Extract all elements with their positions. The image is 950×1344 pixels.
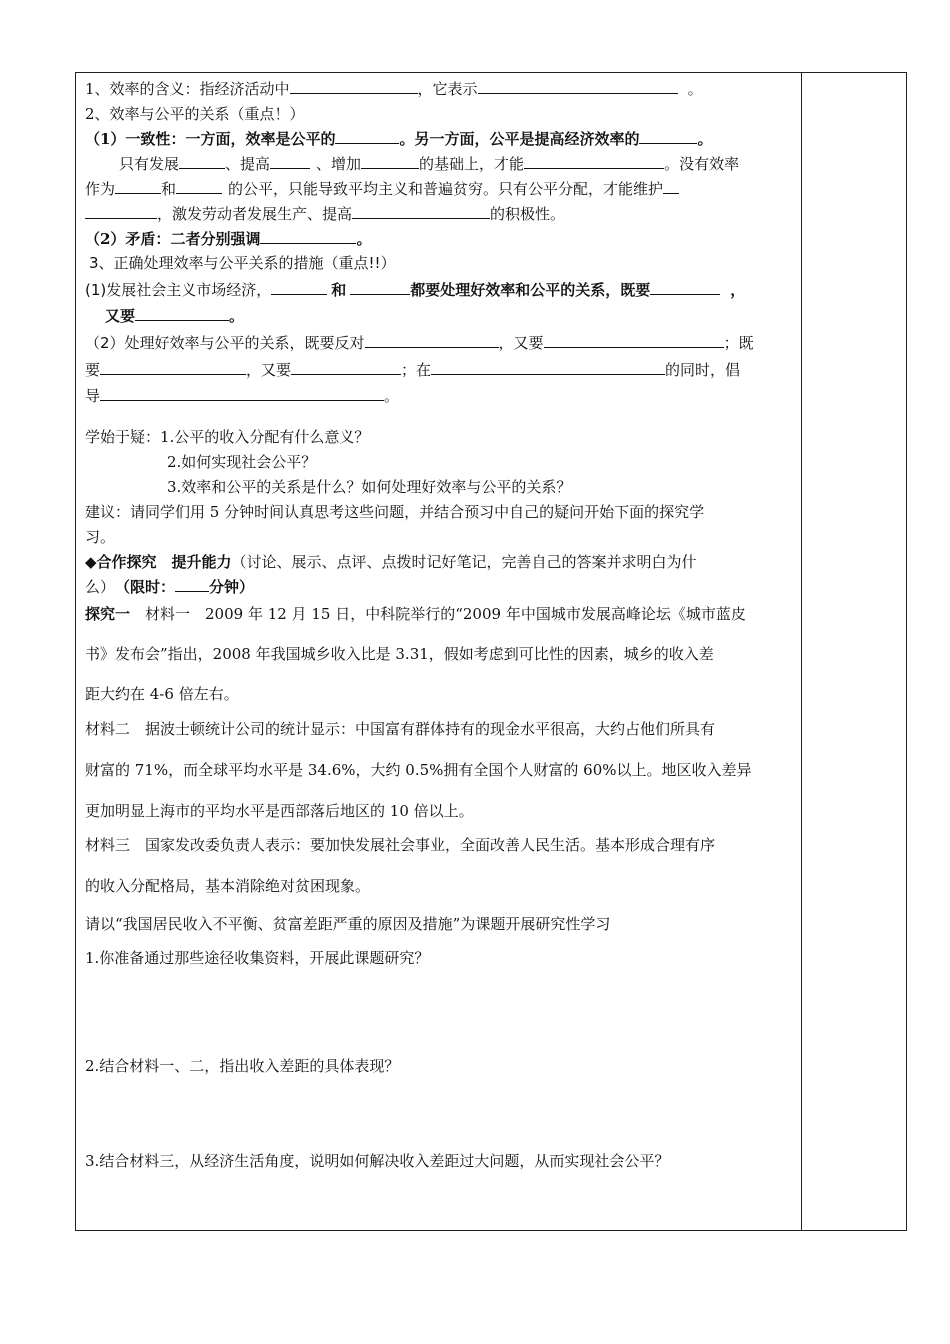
cooperative-inquiry-desc-2: 么） <box>85 578 123 596</box>
notes-column-divider <box>801 72 802 1231</box>
no-efficiency-line <box>85 179 679 199</box>
blank-field[interactable] <box>335 129 399 144</box>
section-3-title: 3、正确处理效率与公平关系的措施（重点!!） <box>89 254 396 272</box>
material-1-line-3: 距大约在 4-6 倍左右。 <box>85 685 239 703</box>
blank-field[interactable] <box>179 154 225 169</box>
research-task: 请以“我国居民收入不平衡、贫富差距严重的原因及措施”为课题开展研究性学习 <box>85 915 611 933</box>
development-text: 只有发展 <box>119 155 180 173</box>
explore-one-label: 探究一 <box>85 605 131 623</box>
handle-relation-line-2 <box>85 360 740 380</box>
time-limit-label: （限时： <box>122 578 176 596</box>
material-1-text: 材料一 2009 年 12 月 15 日，中科院举行的“2009 年中国城市发展高峰论坛《城市蓝皮 <box>130 605 746 623</box>
material-3-line-1: 材料三 国家发改委负责人表示：要加快发展社会事业，全面改善人民生活。基本形成合理有序 <box>85 836 716 854</box>
material-1-line-1 <box>85 604 746 624</box>
contradiction-line <box>85 229 371 249</box>
efficiency-definition-end: 。 <box>687 80 703 98</box>
stimulate-text: ，激发劳动者发展生产、提高 <box>157 205 353 223</box>
handle-relation-text-7: 的同时，倡 <box>665 361 741 379</box>
blank-field[interactable] <box>524 154 664 169</box>
cooperative-inquiry-desc: （讨论、展示、点评、点拨时记好笔记，完善自己的答案并求明白为什 <box>231 553 697 571</box>
blank-field[interactable] <box>270 154 310 169</box>
blank-field[interactable] <box>135 306 229 321</box>
blank-field[interactable] <box>100 386 384 401</box>
suggestion-line-1: 建议：请同学们用 5 分钟时间认真思考这些问题，并结合预习中自己的疑问开始下面的探究学 <box>85 503 705 521</box>
material-2-line-1: 材料二 据波士顿统计公司的统计显示：中国富有群体持有的现金水平很高，大约占他们所具有 <box>85 720 716 738</box>
stimulate-line <box>85 204 565 224</box>
market-economy-and: 和 <box>331 281 347 299</box>
market-economy-line-2 <box>105 306 244 326</box>
doubt-question-3: 3.效率和公平的关系是什么？如何处理好效率与公平的关系？ <box>167 478 572 496</box>
development-text-3: 、增加 <box>316 155 362 173</box>
blank-field[interactable] <box>260 229 356 244</box>
handle-relation-text: （2）处理好效率与公平的关系，既要反对 <box>85 334 365 352</box>
blank-field[interactable] <box>176 179 222 194</box>
no-efficiency-text: 作为 <box>85 180 116 198</box>
handle-relation-text-2: ，又要 <box>498 334 544 352</box>
material-1-line-2: 书》发布会”指出，2008 年我国城乡收入比是 3.31，假如考虑到可比性的因素，城乡的收入差 <box>85 645 714 663</box>
blank-field[interactable] <box>663 179 679 194</box>
efficiency-definition-text-2: ，它表示 <box>417 80 478 98</box>
handle-relation-end: 。 <box>384 387 400 405</box>
blank-field[interactable] <box>271 280 327 295</box>
handle-relation-text-3: ；既 <box>723 334 754 352</box>
handle-relation-text-5: ，又要 <box>246 361 292 379</box>
efficiency-definition-text: 1、效率的含义：指经济活动中 <box>85 80 290 98</box>
consistency-line <box>85 129 712 149</box>
handle-relation-text-6: ；在 <box>401 361 432 379</box>
no-efficiency-text-3: 的公平，只能导致平均主义和普遍贫穷。只有公平分配，才能维护 <box>228 180 664 198</box>
material-3-line-2: 的收入分配格局，基本消除绝对贫困现象。 <box>85 877 371 895</box>
section-2-title: 2、效率与公平的关系（重点！） <box>85 105 305 123</box>
time-limit-unit: 分钟） <box>209 578 255 596</box>
doubt-question-1: 学始于疑：1.公平的收入分配有什么意义？ <box>85 428 370 446</box>
development-text-2: 、提高 <box>225 155 271 173</box>
material-2-line-2: 财富的 71%，而全球平均水平是 34.6%，大约 0.5%拥有全国个人财富的 60%以上。地区收入差异 <box>85 761 752 779</box>
research-question-3: 3.结合材料三，从经济生活角度，说明如何解决收入差距过大问题，从而实现社会公平？ <box>85 1152 670 1170</box>
contradiction-end: 。 <box>356 230 372 248</box>
cooperative-inquiry-title: ◆合作探究 提升能力 <box>85 553 232 571</box>
research-question-1: 1.你准备通过那些途径收集资料，开展此课题研究？ <box>85 949 430 967</box>
consistency-text: （1）一致性：一方面，效率是公平的 <box>85 130 336 148</box>
blank-field[interactable] <box>352 204 490 219</box>
handle-relation-text-8: 导 <box>85 387 101 405</box>
handle-relation-text-4: 要 <box>85 361 101 379</box>
handle-relation-line-3 <box>85 386 399 406</box>
blank-field[interactable] <box>100 360 246 375</box>
efficiency-definition-line <box>85 79 703 99</box>
contradiction-text: （2）矛盾：二者分别强调 <box>85 230 261 248</box>
market-economy-text-3: 又要 <box>105 307 136 325</box>
market-economy-text: (1)发展社会主义市场经济， <box>85 281 272 299</box>
material-2-line-3: 更加明显上海市的平均水平是西部落后地区的 10 倍以上。 <box>85 802 474 820</box>
consistency-end: 。 <box>697 130 713 148</box>
research-question-2: 2.结合材料一、二，指出收入差距的具体表现？ <box>85 1057 400 1075</box>
handle-relation-line <box>85 333 754 353</box>
blank-field[interactable] <box>650 280 720 295</box>
blank-field[interactable] <box>350 280 410 295</box>
blank-field[interactable] <box>361 154 419 169</box>
cooperative-inquiry-line <box>85 552 697 572</box>
blank-field[interactable] <box>478 79 678 94</box>
doubt-question-2: 2.如何实现社会公平？ <box>167 453 317 471</box>
development-text-4: 的基础上，才能 <box>419 155 525 173</box>
blank-field[interactable] <box>639 129 697 144</box>
blank-field[interactable] <box>85 204 157 219</box>
blank-field[interactable] <box>431 360 665 375</box>
market-economy-line <box>85 280 745 300</box>
blank-field[interactable] <box>365 333 499 348</box>
no-efficiency-text-2: 和 <box>161 180 177 198</box>
market-economy-end: 。 <box>229 307 245 325</box>
blank-field[interactable] <box>290 79 418 94</box>
stimulate-text-2: 的积极性。 <box>490 205 566 223</box>
blank-field[interactable] <box>291 360 401 375</box>
consistency-text-2: 。另一方面，公平是提高经济效率的 <box>399 130 640 148</box>
blank-field[interactable] <box>115 179 161 194</box>
development-text-5: 。没有效率 <box>664 155 740 173</box>
suggestion-line-2: 习。 <box>85 528 116 546</box>
market-economy-text-2: 都要处理好效率和公平的关系，既要 <box>410 281 651 299</box>
blank-field[interactable] <box>544 333 724 348</box>
cooperative-inquiry-line-2 <box>85 577 254 597</box>
market-economy-comma: ， <box>730 281 746 299</box>
time-limit-blank[interactable] <box>175 577 209 592</box>
development-line <box>119 154 739 174</box>
